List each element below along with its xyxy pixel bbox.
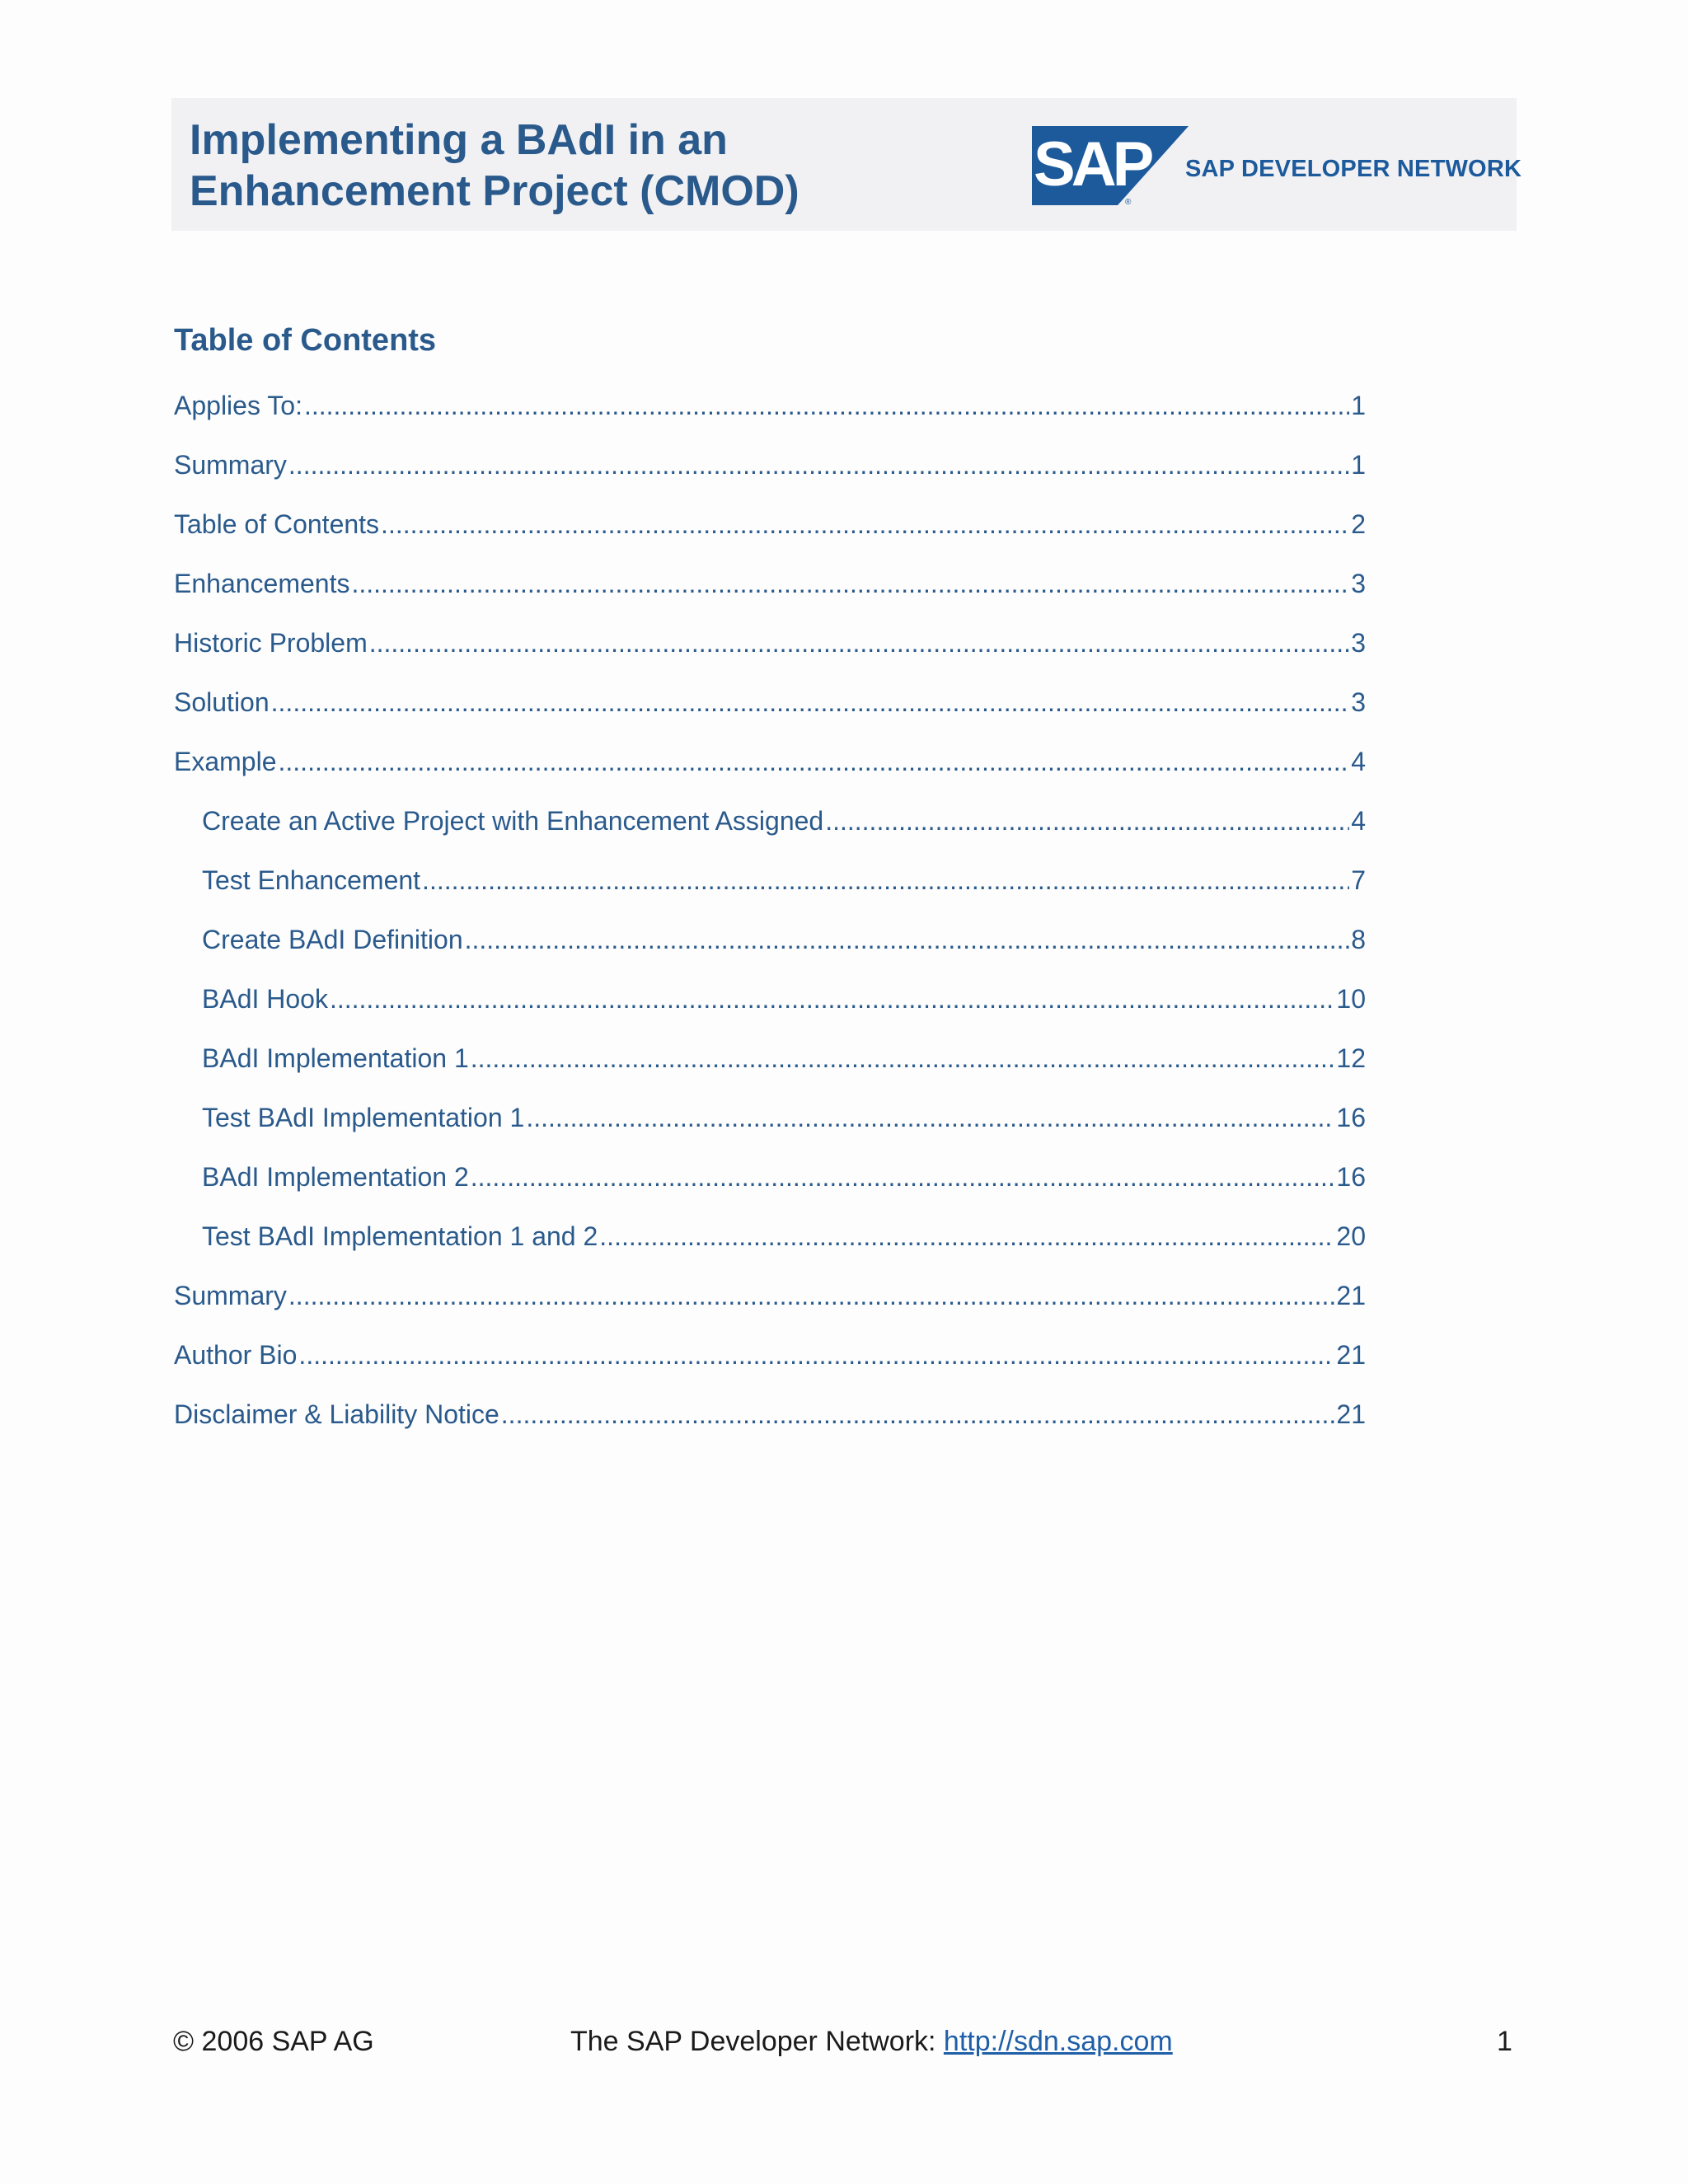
toc-entry[interactable] [174,1218,1366,1277]
toc-entry-label[interactable]: Test Enhancement [202,865,421,895]
toc-leader-dots [271,684,1350,720]
toc-entry-page[interactable]: 12 [1336,1043,1366,1073]
toc-entry-label[interactable]: Enhancements [174,569,350,598]
toc-entry-label[interactable]: Applies To: [174,391,302,420]
sap-logo-text: SAP [1034,129,1151,199]
toc-entry[interactable] [174,506,1366,565]
toc-heading: Table of Contents [174,323,437,358]
toc-entry-label[interactable]: Historic Problem [174,628,368,658]
toc-leader-dots [298,1337,1334,1373]
sdn-link[interactable]: http://sdn.sap.com [943,2026,1173,2057]
toc-entry[interactable] [174,921,1366,981]
toc-entry[interactable] [174,565,1366,625]
toc-entry[interactable] [174,1396,1366,1455]
toc-entry-label[interactable]: Test BAdI Implementation 1 and 2 [202,1221,598,1251]
toc-entry-page[interactable]: 3 [1351,628,1366,658]
toc-entry-label[interactable]: Summary [174,450,287,480]
toc-list [174,387,1366,1455]
toc-entry-page[interactable]: 3 [1351,687,1366,717]
toc-entry-label[interactable]: Disclaimer & Liability Notice [174,1399,499,1429]
toc-entry[interactable] [174,1277,1366,1337]
toc-entry[interactable] [174,387,1366,447]
toc-entry-page[interactable]: 21 [1336,1399,1366,1429]
toc-entry-label[interactable]: Test BAdI Implementation 1 [202,1103,525,1132]
toc-leader-dots [330,981,1334,1017]
toc-entry[interactable] [174,684,1366,743]
toc-entry-label[interactable]: Example [174,747,277,776]
toc-entry-label[interactable]: BAdI Hook [202,984,328,1014]
toc-leader-dots [471,1159,1335,1195]
toc-entry-label[interactable]: Author Bio [174,1340,298,1370]
document-header [171,98,1522,231]
toc-leader-dots [351,565,1349,602]
toc-entry-page[interactable]: 21 [1336,1340,1366,1370]
sap-developer-network-label: SAP DEVELOPER NETWORK [1185,156,1522,182]
toc-entry[interactable] [174,1337,1366,1396]
toc-entry-page[interactable]: 16 [1336,1162,1366,1192]
toc-entry-label[interactable]: Table of Contents [174,509,380,539]
toc-leader-dots [279,743,1350,780]
toc-entry-page[interactable]: 10 [1336,984,1366,1014]
toc-leader-dots [471,1040,1335,1076]
toc-entry-label[interactable]: Create BAdI Definition [202,925,463,954]
toc-leader-dots [288,447,1349,483]
toc-entry[interactable] [174,625,1366,684]
toc-leader-dots [369,625,1349,661]
toc-entry-page[interactable]: 21 [1336,1281,1366,1310]
document-title-line-1: Implementing a BAdI in an [190,116,728,164]
toc-entry-page[interactable]: 2 [1351,509,1366,539]
registered-mark-icon: ® [1125,198,1132,205]
toc-entry[interactable] [174,1040,1366,1099]
toc-entry[interactable] [174,803,1366,862]
toc-entry[interactable] [174,981,1366,1040]
toc-entry-page[interactable]: 1 [1351,391,1366,420]
toc-entry-page[interactable]: 20 [1336,1221,1366,1251]
toc-entry[interactable] [174,862,1366,921]
toc-entry-page[interactable]: 1 [1351,450,1366,480]
toc-entry-page[interactable]: 4 [1351,747,1366,776]
toc-entry-label[interactable]: Solution [174,687,270,717]
toc-leader-dots [422,862,1349,898]
toc-entry-label[interactable]: BAdI Implementation 1 [202,1043,469,1073]
document-title-line-2: Enhancement Project (CMOD) [190,167,799,215]
toc-entry-label[interactable]: BAdI Implementation 2 [202,1162,469,1192]
toc-entry-page[interactable]: 4 [1351,806,1366,836]
toc-leader-dots [304,387,1349,424]
toc-entry-page[interactable]: 3 [1351,569,1366,598]
toc-leader-dots [465,921,1350,958]
footer-network [570,2024,1173,2059]
document-title [190,115,799,217]
toc-leader-dots [526,1099,1334,1136]
toc-entry[interactable] [174,447,1366,506]
toc-leader-dots [501,1396,1335,1432]
toc-entry-page[interactable]: 8 [1351,925,1366,954]
footer-network-prefix: The SAP Developer Network: [570,2026,944,2057]
toc-entry-page[interactable]: 16 [1336,1103,1366,1132]
toc-entry[interactable] [174,1099,1366,1159]
toc-entry[interactable] [174,743,1366,803]
toc-leader-dots [825,803,1349,839]
toc-entry-label[interactable]: Summary [174,1281,287,1310]
footer-copyright: © 2006 SAP AG [173,2026,374,2057]
toc-entry-page[interactable]: 7 [1351,865,1366,895]
toc-leader-dots [381,506,1349,542]
toc-leader-dots [599,1218,1334,1254]
footer-page-number: 1 [1497,2026,1512,2057]
sap-logo [1032,126,1189,205]
toc-leader-dots [288,1277,1335,1314]
toc-entry[interactable] [174,1159,1366,1218]
toc-entry-label[interactable]: Create an Active Project with Enhancement Assigned [202,806,824,836]
